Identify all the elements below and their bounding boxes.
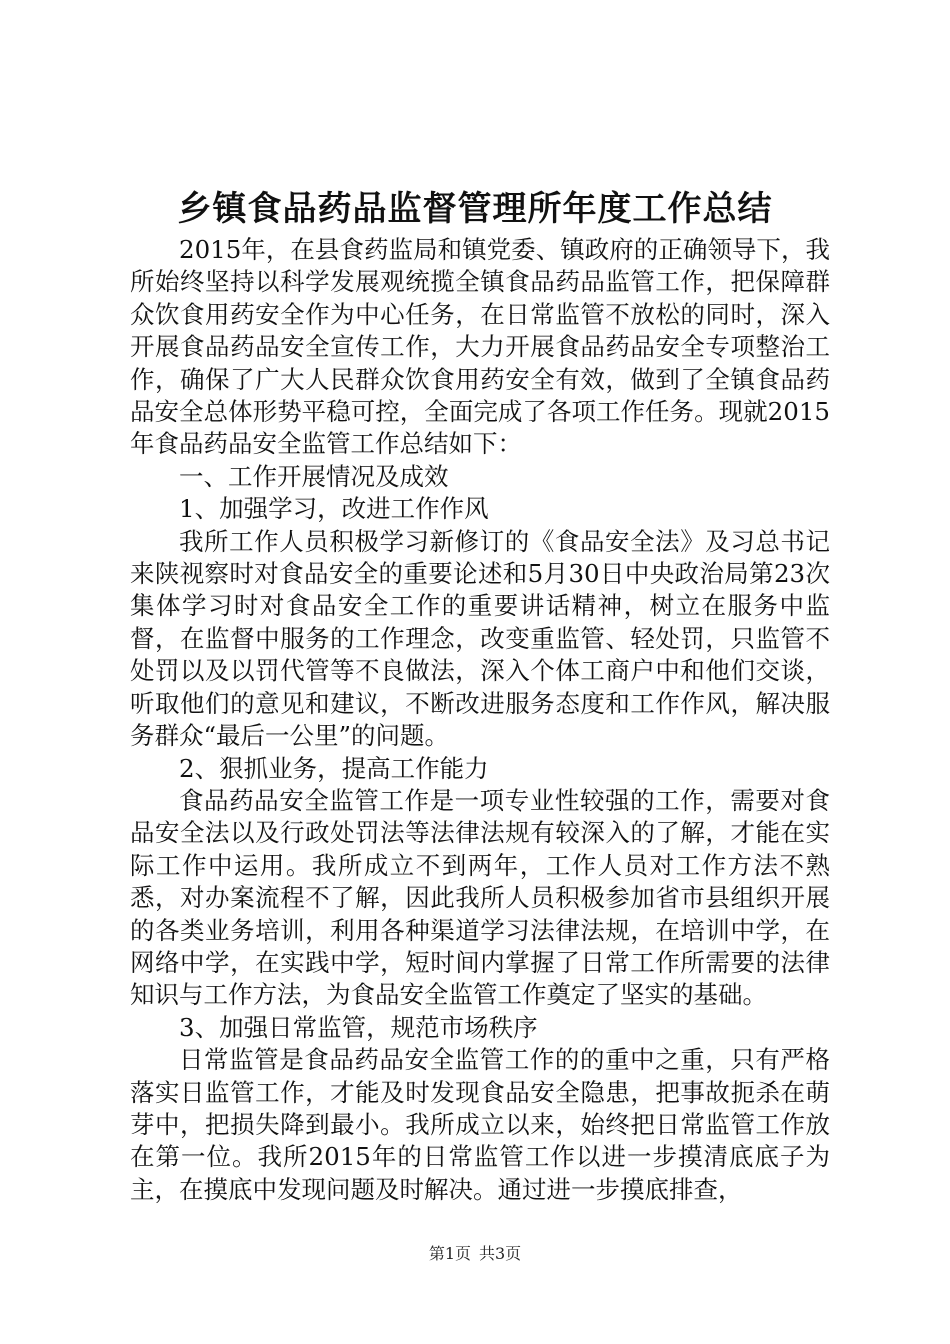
subsection-paragraph-1: 我所工作人员积极学习新修订的《食品安全法》及习总书记来陕视察时对食品安全的重要论述和5月30日中央政治局第23次集体学习时对食品安全工作的重要讲话精神，树立在服务中监督，在监督中服务的工作理念，改变重监管、轻处罚，只监管不处罚以及以罚代管等不良做法，深入个体工商户中和他们交谈，听取他们的意见和建议，不断改进服务态度和工作作风，解决服务群众“最后一公里”的问题。	[130, 526, 830, 751]
subsection-paragraph-3: 日常监管是食品药品安全监管工作的的重中之重，只有严格落实日监管工作，才能及时发现食品安全隐患，把事故扼杀在萌芽中，把损失降到最小。我所成立以来，始终把日常监管工作放在第一位。我所2015年的日常监管工作以进一步摸清底底子为主，在摸底中发现问题及时解决。通过进一步摸底排查，	[130, 1045, 830, 1204]
section-heading: 一、工作开展情况及成效	[179, 461, 449, 491]
subsection-heading-1: 1、加强学习，改进工作作风	[179, 494, 489, 524]
document-body	[130, 234, 830, 1206]
subsection-paragraph-2: 食品药品安全监管工作是一项专业性较强的工作，需要对食品安全法以及行政处罚法等法律法规有较深入的了解，才能在实际工作中运用。我所成立不到两年，工作人员对工作方法不熟悉，对办案流程不了解，因此我所人员积极参加省市县组织开展的各类业务培训，利用各种渠道学习法律法规，在培训中学，在网络中学，在实践中学，短时间内掌握了日常工作所需要的法律知识与工作方法，为食品安全监管工作奠定了坚实的基础。	[130, 785, 830, 1010]
page-number: 第1页	[428, 1244, 471, 1263]
subsection-heading-3: 3、加强日常监管，规范市场秩序	[179, 1012, 538, 1042]
subsection-heading-2: 2、狠抓业务，提高工作能力	[179, 753, 489, 783]
intro-paragraph: 2015年，在县食药监局和镇党委、镇政府的正确领导下，我所始终坚持以科学发展观统揽全镇食品药品监管工作，把保障群众饮食用药安全作为中心任务，在日常监管不放松的同时，深入开展食品药品安全宣传工作，大力开展食品药品安全专项整治工作，确保了广大人民群众饮食用药安全有效，做到了全镇食品药品安全总体形势平稳可控，全面完成了各项工作任务。现就2015年食品药品安全监管工作总结如下：	[130, 235, 830, 459]
document-title: 乡镇食品药品监督管理所年度工作总结	[177, 189, 773, 229]
page-total: 共3页	[479, 1244, 522, 1263]
page-footer	[0, 1243, 950, 1265]
